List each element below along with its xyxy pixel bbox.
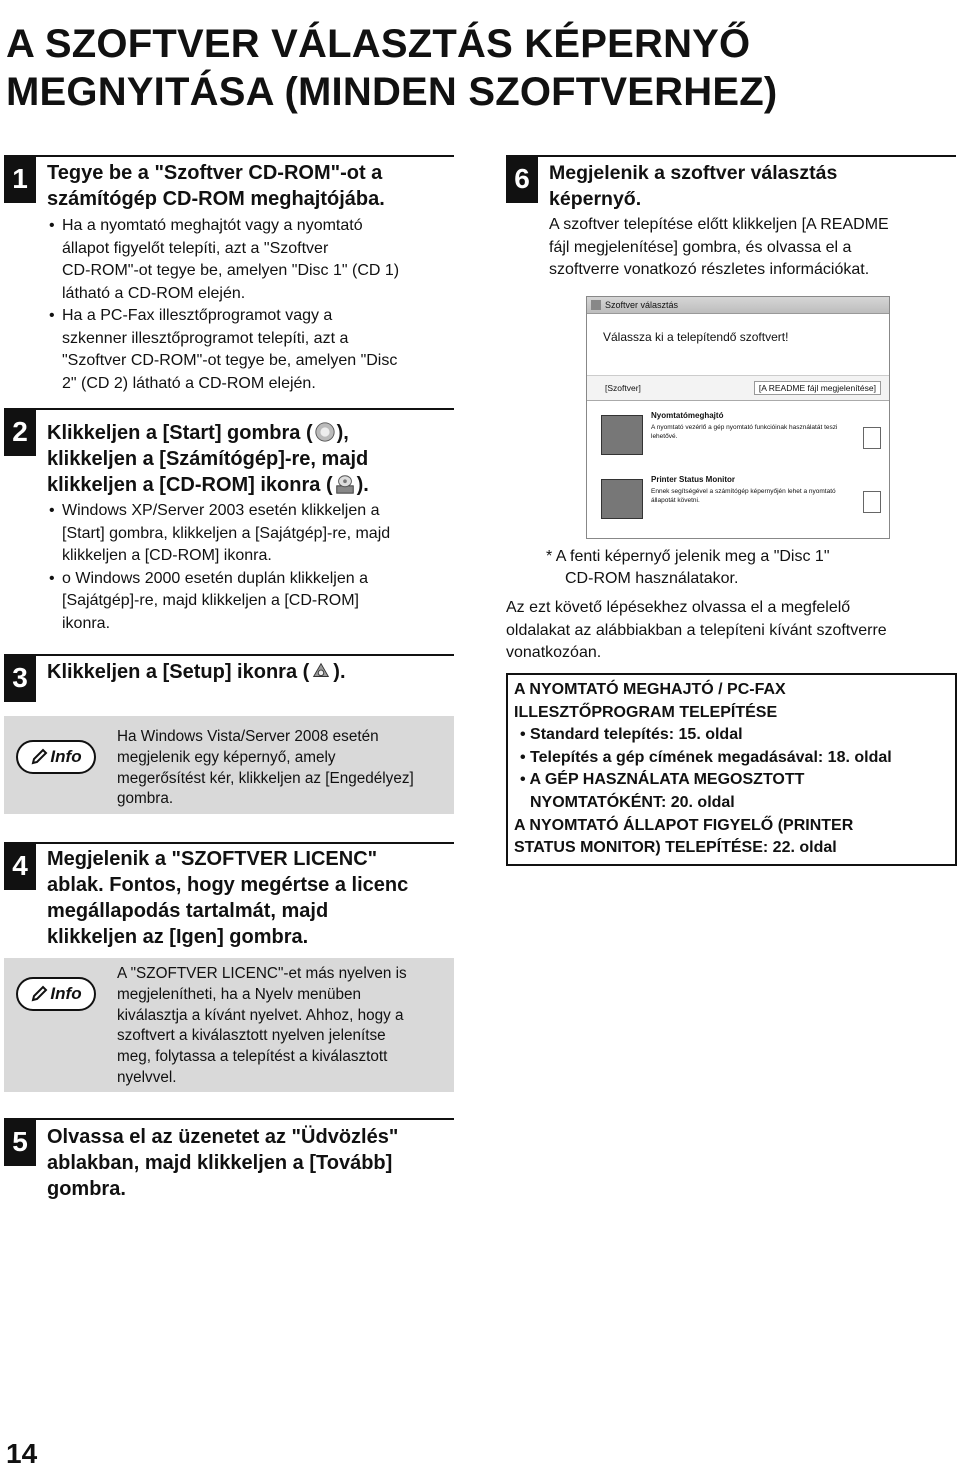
- text-line: Ha Windows Vista/Server 2008 esetén: [117, 728, 379, 745]
- window-heading: Válassza ki a telepítendő szoftvert!: [587, 314, 889, 376]
- page-title-line: MEGNYITÁSA (MINDEN SZOFTVERHEZ): [6, 70, 778, 114]
- reference-heading: A NYOMTATÓ MEGHAJTÓ / PC-FAX: [514, 681, 786, 698]
- followup-paragraph: [506, 597, 956, 665]
- text-line: szkenner illesztőprogramot telepíti, azt a: [62, 329, 349, 347]
- step-6-body: [549, 214, 954, 282]
- text-line: [Sajátgép]-re, majd klikkeljen a [CD-ROM]: [62, 592, 359, 609]
- info-label: Info: [50, 984, 82, 1003]
- text-line: meg, folytassa a telepítést a kiválasztott: [117, 1048, 388, 1066]
- item-description: A nyomtató vezérlő a gép nyomtató funkcióinak használatát teszi lehetővé.: [651, 424, 838, 440]
- start-button-icon: [313, 421, 337, 443]
- info-label: Info: [50, 747, 82, 766]
- item-title: Printer Status Monitor: [651, 475, 736, 484]
- text-line: [Start] gombra, klikkeljen a [Sajátgép]-re, majd: [62, 524, 391, 542]
- title-line: megállapodás tartalmát, majd: [47, 900, 329, 922]
- text-line: • Ha a PC-Fax illesztőprogramot vagy a: [62, 307, 333, 324]
- step-4-title: [47, 846, 457, 950]
- page-number: 14: [6, 1438, 38, 1469]
- title-line: Tegye be a "Szoftver CD-ROM"-ot a: [47, 162, 383, 184]
- step-5-title: [47, 1124, 457, 1202]
- window-tabs: [587, 376, 889, 401]
- info-badge: [16, 740, 96, 774]
- reference-heading[interactable]: STATUS MONITOR) TELEPÍTÉSE: 22. oldal: [514, 839, 837, 857]
- title-line: számítógép CD-ROM meghajtójába.: [47, 188, 385, 210]
- text-line: • o Windows 2000 esetén duplán klikkeljen a: [62, 569, 368, 587]
- step-3-title: [47, 659, 447, 685]
- text-line: CD-ROM használatakor.: [565, 570, 739, 587]
- text-line: szoftvert a kiválasztott nyelven jelenítse: [117, 1027, 386, 1045]
- title-text: klikkeljen a [CD-ROM] ikonra (: [47, 474, 333, 496]
- text-line: kiválasztja a kívánt nyelvet. Ahhoz, hogy a: [117, 1006, 404, 1024]
- text-line: oldalakat az alábbiakban a telepíteni kívánt szoftverre: [506, 621, 887, 639]
- step-6-title: [549, 160, 949, 212]
- window-title: Szoftver választás: [587, 297, 889, 314]
- info-badge: [16, 977, 96, 1011]
- text-line: állapot figyelőt telepíti, azt a "Szoftver: [62, 239, 329, 257]
- reference-link[interactable]: • A GÉP HASZNÁLATA MEGOSZTOTT: [520, 771, 805, 789]
- title-line: klikkeljen a [Számítógép]-re, majd: [47, 448, 369, 470]
- step-2-title: [47, 420, 467, 498]
- title-line: [47, 659, 447, 685]
- reference-link[interactable]: NYOMTATÓKÉNT: 20. oldal: [530, 793, 735, 811]
- pencil-icon: [30, 985, 48, 1003]
- readme-button[interactable]: [A README fájl megjelenítése]: [754, 381, 881, 395]
- step-number: 5: [4, 1120, 36, 1166]
- text-line: szoftverre vonatkozó részletes információkat.: [549, 261, 870, 278]
- title-line: [47, 420, 467, 446]
- page-title: [6, 20, 956, 116]
- text-line: gombra.: [117, 790, 174, 808]
- step-number: 6: [506, 157, 538, 203]
- software-item-printer-driver[interactable]: [587, 401, 889, 465]
- reference-box: [506, 673, 957, 866]
- page-title-line: A SZOFTVER VÁLASZTÁS KÉPERNYŐ: [6, 22, 751, 66]
- step-divider: [506, 155, 956, 157]
- text-line: megjelenik egy képernyő, amely: [117, 748, 336, 766]
- title-line: klikkeljen az [Igen] gombra.: [47, 926, 309, 948]
- footnote: [546, 546, 951, 590]
- title-line: képernyő.: [549, 188, 642, 210]
- item-title: Nyomtatómeghajtó: [651, 411, 724, 420]
- reference-heading[interactable]: A NYOMTATÓ ÁLLAPOT FIGYELŐ (PRINTER: [514, 816, 854, 834]
- software-item-status-monitor[interactable]: [587, 465, 889, 529]
- text-line: fájl megjelenítése] gombra, és olvassa el a: [549, 238, 852, 256]
- document-icon[interactable]: [863, 491, 881, 513]
- printer-driver-icon: [601, 415, 643, 455]
- text-line: "Szoftver CD-ROM"-ot tegye be, amelyen "Disc: [62, 352, 398, 369]
- bullet-item: [48, 305, 458, 395]
- step-number: 3: [4, 656, 36, 702]
- step-number: 1: [4, 157, 36, 203]
- text-line: megjelenítheti, ha a Nyelv menüben: [117, 985, 362, 1003]
- text-line: • Windows XP/Server 2003 esetén klikkeljen a: [62, 502, 380, 519]
- text-line: klikkeljen a [CD-ROM] ikonra.: [62, 547, 272, 564]
- text-line: megerősítést kér, klikkeljen az [Engedélyez]: [117, 769, 414, 787]
- text-line: CD-ROM"-ot tegye be, amelyen "Disc 1" (CD 1): [62, 262, 400, 279]
- item-description: Ennek segítségével a számítógép képernyőjén lehet a nyomtató állapotát követni.: [651, 488, 836, 504]
- step-1-title: [47, 160, 457, 212]
- text-line: látható a CD-ROM elején.: [62, 284, 246, 302]
- info-text: [117, 964, 452, 1089]
- step-divider: [4, 654, 454, 656]
- step-divider: [4, 155, 454, 157]
- bullet-item: [48, 568, 458, 636]
- text-line: ikonra.: [62, 614, 111, 632]
- text-line: 2" (CD 2) látható a CD-ROM elején.: [62, 374, 316, 392]
- step-1-bullets: [48, 215, 458, 395]
- title-line: Megjelenik a "SZOFTVER LICENC": [47, 848, 378, 870]
- title-text: Klikkeljen a [Start] gombra (: [47, 422, 313, 444]
- info-text: [117, 727, 452, 810]
- title-text: ).: [356, 474, 369, 496]
- setup-icon: [309, 660, 333, 682]
- step-number: 4: [4, 844, 36, 890]
- bullet-item: [48, 215, 458, 305]
- step-divider: [4, 408, 454, 410]
- text-line: * A fenti képernyő jelenik meg a "Disc 1": [546, 548, 830, 565]
- bullet-item: [48, 500, 458, 568]
- reference-link[interactable]: • Standard telepítés: 15. oldal: [520, 726, 743, 744]
- text-line: A szoftver telepítése előtt klikkeljen [A README: [549, 216, 889, 233]
- title-line: Olvassa el az üzenetet az "Üdvözlés": [47, 1126, 399, 1148]
- title-text: Klikkeljen a [Setup] ikonra (: [47, 661, 310, 683]
- step-2-bullets: [48, 500, 458, 635]
- title-text: ).: [333, 661, 346, 683]
- reference-heading: ILLESZTŐPROGRAM TELEPÍTÉSE: [514, 703, 778, 721]
- reference-link[interactable]: • Telepítés a gép címének megadásával: 18. oldal: [520, 748, 892, 766]
- title-line: [47, 472, 467, 498]
- step-number: 2: [4, 410, 36, 456]
- pencil-icon: [30, 748, 48, 766]
- step-divider: [4, 842, 454, 844]
- title-line: Megjelenik a szoftver választás: [549, 162, 838, 184]
- software-selection-screenshot: [586, 296, 890, 539]
- software-tab[interactable]: [Szoftver]: [605, 383, 641, 393]
- title-line: ablakban, majd klikkeljen a [Tovább]: [47, 1152, 393, 1174]
- step-divider: [4, 1118, 454, 1120]
- status-monitor-icon: [601, 479, 643, 519]
- title-line: ablak. Fontos, hogy megértse a licenc: [47, 874, 409, 896]
- document-icon[interactable]: [863, 427, 881, 449]
- text-line: Az ezt követő lépésekhez olvassa el a megfelelő: [506, 599, 851, 616]
- cd-rom-icon: [333, 473, 357, 495]
- text-line: vonatkozóan.: [506, 644, 602, 661]
- text-line: • Ha a nyomtató meghajtót vagy a nyomtató: [62, 217, 363, 234]
- title-text: ),: [336, 422, 349, 444]
- text-line: nyelvvel.: [117, 1068, 177, 1086]
- text-line: A "SZOFTVER LICENC"-et más nyelven is: [117, 965, 407, 982]
- title-line: gombra.: [47, 1178, 126, 1200]
